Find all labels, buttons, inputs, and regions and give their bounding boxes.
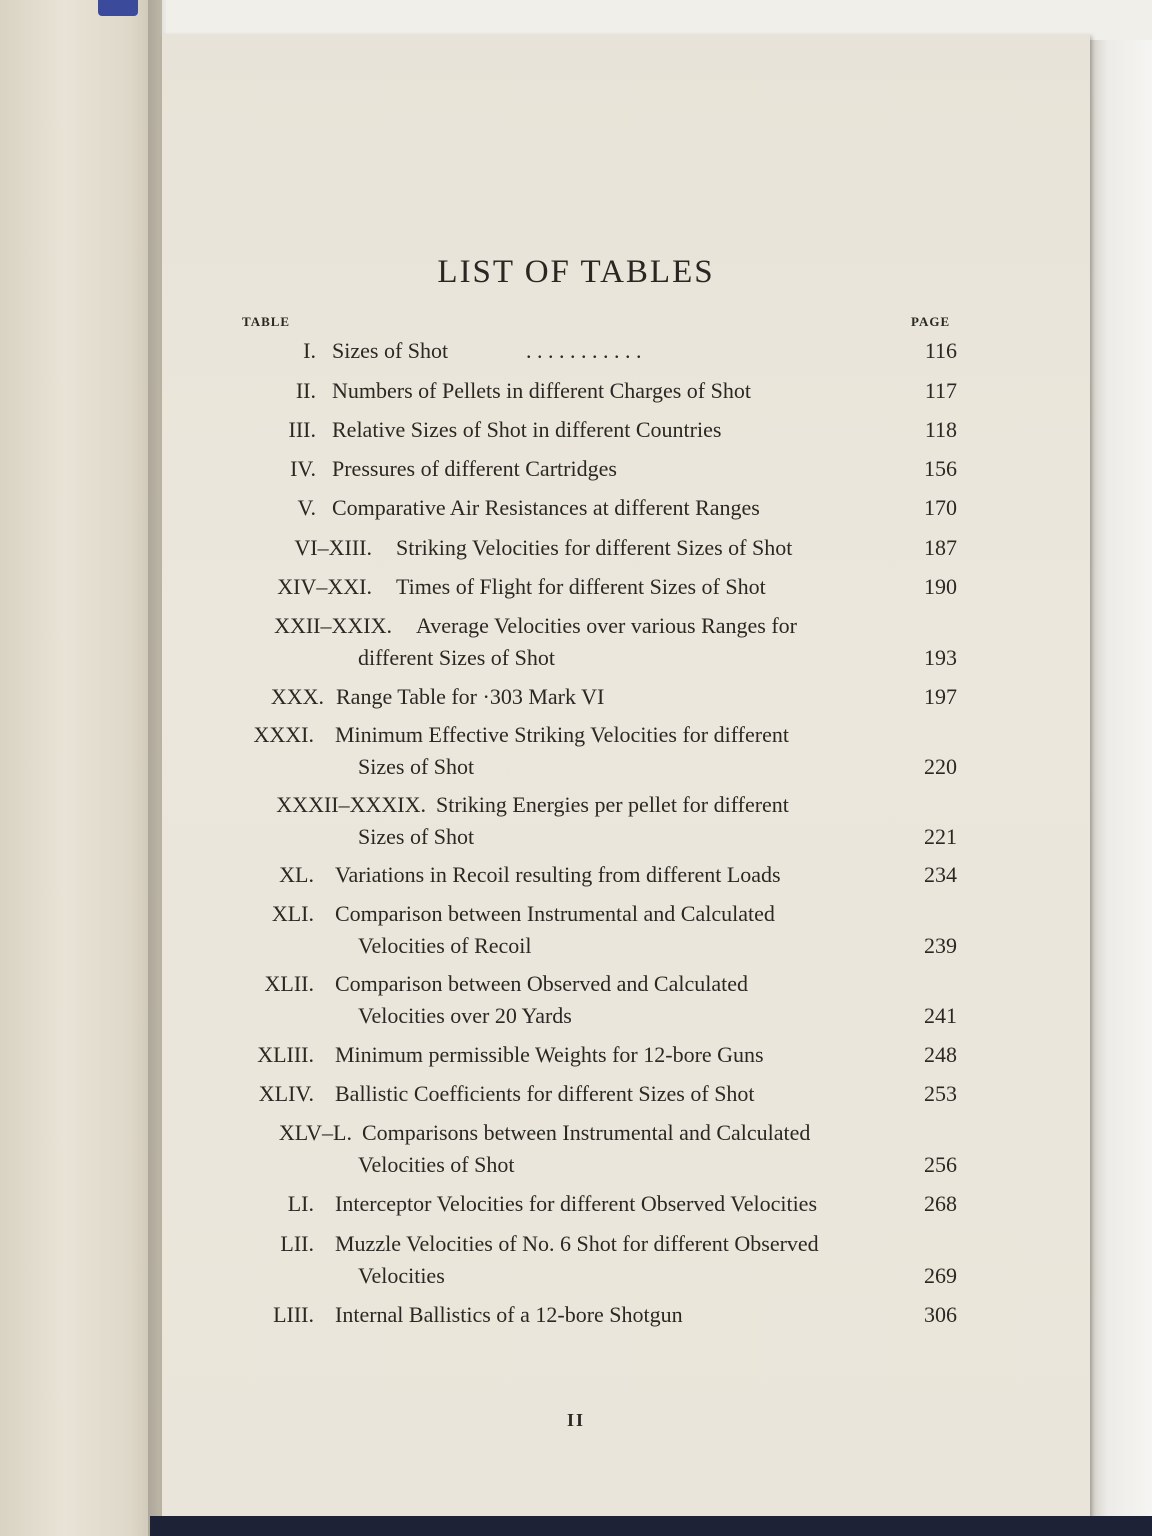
book-bottom-edge [150, 1516, 1152, 1536]
toc-entry [0, 452, 1152, 486]
page-title: LIST OF TABLES [437, 254, 715, 290]
table-number: XLIII. [257, 1042, 314, 1067]
table-number: I. [303, 338, 316, 363]
table-title-continued: Velocities of Shot [358, 1152, 515, 1177]
page-number: 156 [924, 456, 957, 481]
table-title: Numbers of Pellets in different Charges of Shot [332, 378, 751, 403]
page-number: 239 [924, 933, 957, 958]
table-title: Muzzle Velocities of No. 6 Shot for different Observed [335, 1231, 819, 1256]
table-number: XLI. [271, 901, 314, 926]
table-number: XLII. [264, 971, 314, 996]
page-number: 187 [924, 535, 957, 560]
toc-entry [0, 374, 1152, 408]
page-number: 234 [924, 862, 957, 887]
table-title-continued: Velocities [358, 1263, 445, 1288]
toc-entry [0, 1038, 1152, 1072]
table-number: II. [295, 378, 316, 403]
page-number: 116 [924, 338, 957, 363]
dot-leader: . . . . . . . . . . . [526, 338, 642, 363]
toc-entry-continued [0, 641, 1152, 675]
page-number: 268 [924, 1191, 957, 1216]
toc-entry [0, 680, 1152, 714]
toc-entry-continued [0, 750, 1152, 784]
table-title: Striking Velocities for different Sizes of Shot [396, 535, 793, 560]
toc-entry [0, 1077, 1152, 1111]
book-cover-edge [98, 0, 138, 16]
table-title: Interceptor Velocities for different Observed Velocities [335, 1191, 818, 1216]
toc-entry [0, 1227, 1152, 1261]
toc-entry [0, 531, 1152, 565]
toc-entry [0, 570, 1152, 604]
table-title: Minimum Effective Striking Velocities for different [335, 722, 789, 747]
table-number: LII. [280, 1231, 314, 1256]
table-title: Comparative Air Resistances at different Ranges [332, 495, 760, 520]
table-title: Internal Ballistics of a 12-bore Shotgun [335, 1302, 683, 1327]
toc-entry [0, 334, 1152, 368]
toc-entry [0, 1187, 1152, 1221]
page-number: 197 [924, 684, 957, 709]
table-title: Relative Sizes of Shot in different Countries [332, 417, 722, 442]
table-number: VI–XIII. [294, 535, 372, 560]
page-number: 190 [924, 574, 957, 599]
toc-entry [0, 897, 1152, 931]
table-title: Minimum permissible Weights for 12-bore Guns [335, 1042, 764, 1067]
page-number: 241 [924, 1003, 957, 1028]
table-title-continued: Sizes of Shot [358, 824, 475, 849]
table-title-continued: different Sizes of Shot [358, 645, 555, 670]
toc-entry-continued [0, 929, 1152, 963]
table-title-continued: Sizes of Shot [358, 754, 475, 779]
page-number: 269 [924, 1263, 957, 1288]
table-title: Pressures of different Cartridges [332, 456, 617, 481]
table-title: Comparisons between Instrumental and Calculated [362, 1120, 811, 1145]
column-header-table: TABLE [242, 314, 291, 329]
page-number: 221 [924, 824, 957, 849]
table-number: XXXII–XXXIX. [276, 792, 426, 817]
toc-entry [0, 788, 1152, 822]
column-header-page: PAGE [911, 314, 951, 329]
table-title: Range Table for ·303 Mark VI [336, 684, 605, 709]
table-title-continued: Velocities over 20 Yards [358, 1003, 572, 1028]
table-number: XLIV. [258, 1081, 314, 1106]
toc-entry [0, 967, 1152, 1001]
toc-entry [0, 491, 1152, 525]
table-title: Striking Energies per pellet for different [436, 792, 789, 817]
toc-entry [0, 718, 1152, 752]
page-number: 248 [924, 1042, 957, 1067]
toc-entry-continued [0, 999, 1152, 1033]
toc-entry-continued [0, 1259, 1152, 1293]
table-number: IV. [290, 456, 316, 481]
page-number: 306 [924, 1302, 957, 1327]
table-number: XXX. [270, 684, 324, 709]
page-folio: II [566, 1410, 585, 1430]
toc-entry [0, 1116, 1152, 1150]
toc-entry [0, 413, 1152, 447]
table-title: Ballistic Coefficients for different Sizes of Shot [335, 1081, 755, 1106]
table-title: Variations in Recoil resulting from different Loads [335, 862, 781, 887]
toc-entry-continued [0, 820, 1152, 854]
page-number: 256 [924, 1152, 957, 1177]
table-number: XIV–XXI. [277, 574, 372, 599]
toc-entry [0, 858, 1152, 892]
page-number: 220 [924, 754, 957, 779]
table-number: XXXI. [253, 722, 314, 747]
table-number: LI. [287, 1191, 314, 1216]
table-title: Comparison between Observed and Calculated [335, 971, 748, 996]
table-title: Sizes of Shot [332, 338, 449, 363]
table-number: XXII–XXIX. [274, 613, 392, 638]
toc-entry [0, 1298, 1152, 1332]
table-title-continued: Velocities of Recoil [358, 933, 532, 958]
table-number: XL. [279, 862, 314, 887]
table-number: III. [288, 417, 316, 442]
table-number: XLV–L. [278, 1120, 352, 1145]
page-number: 170 [924, 495, 957, 520]
table-title: Times of Flight for different Sizes of Shot [396, 574, 766, 599]
page-number: 117 [924, 378, 957, 403]
table-title: Comparison between Instrumental and Calculated [335, 901, 775, 926]
toc-entry-continued [0, 1148, 1152, 1182]
table-number: V. [297, 495, 316, 520]
toc-entry [0, 609, 1152, 643]
page-number: 118 [924, 417, 957, 442]
page-number: 193 [924, 645, 957, 670]
table-number: LIII. [273, 1302, 314, 1327]
table-title: Average Velocities over various Ranges for [416, 613, 798, 638]
page-number: 253 [924, 1081, 957, 1106]
